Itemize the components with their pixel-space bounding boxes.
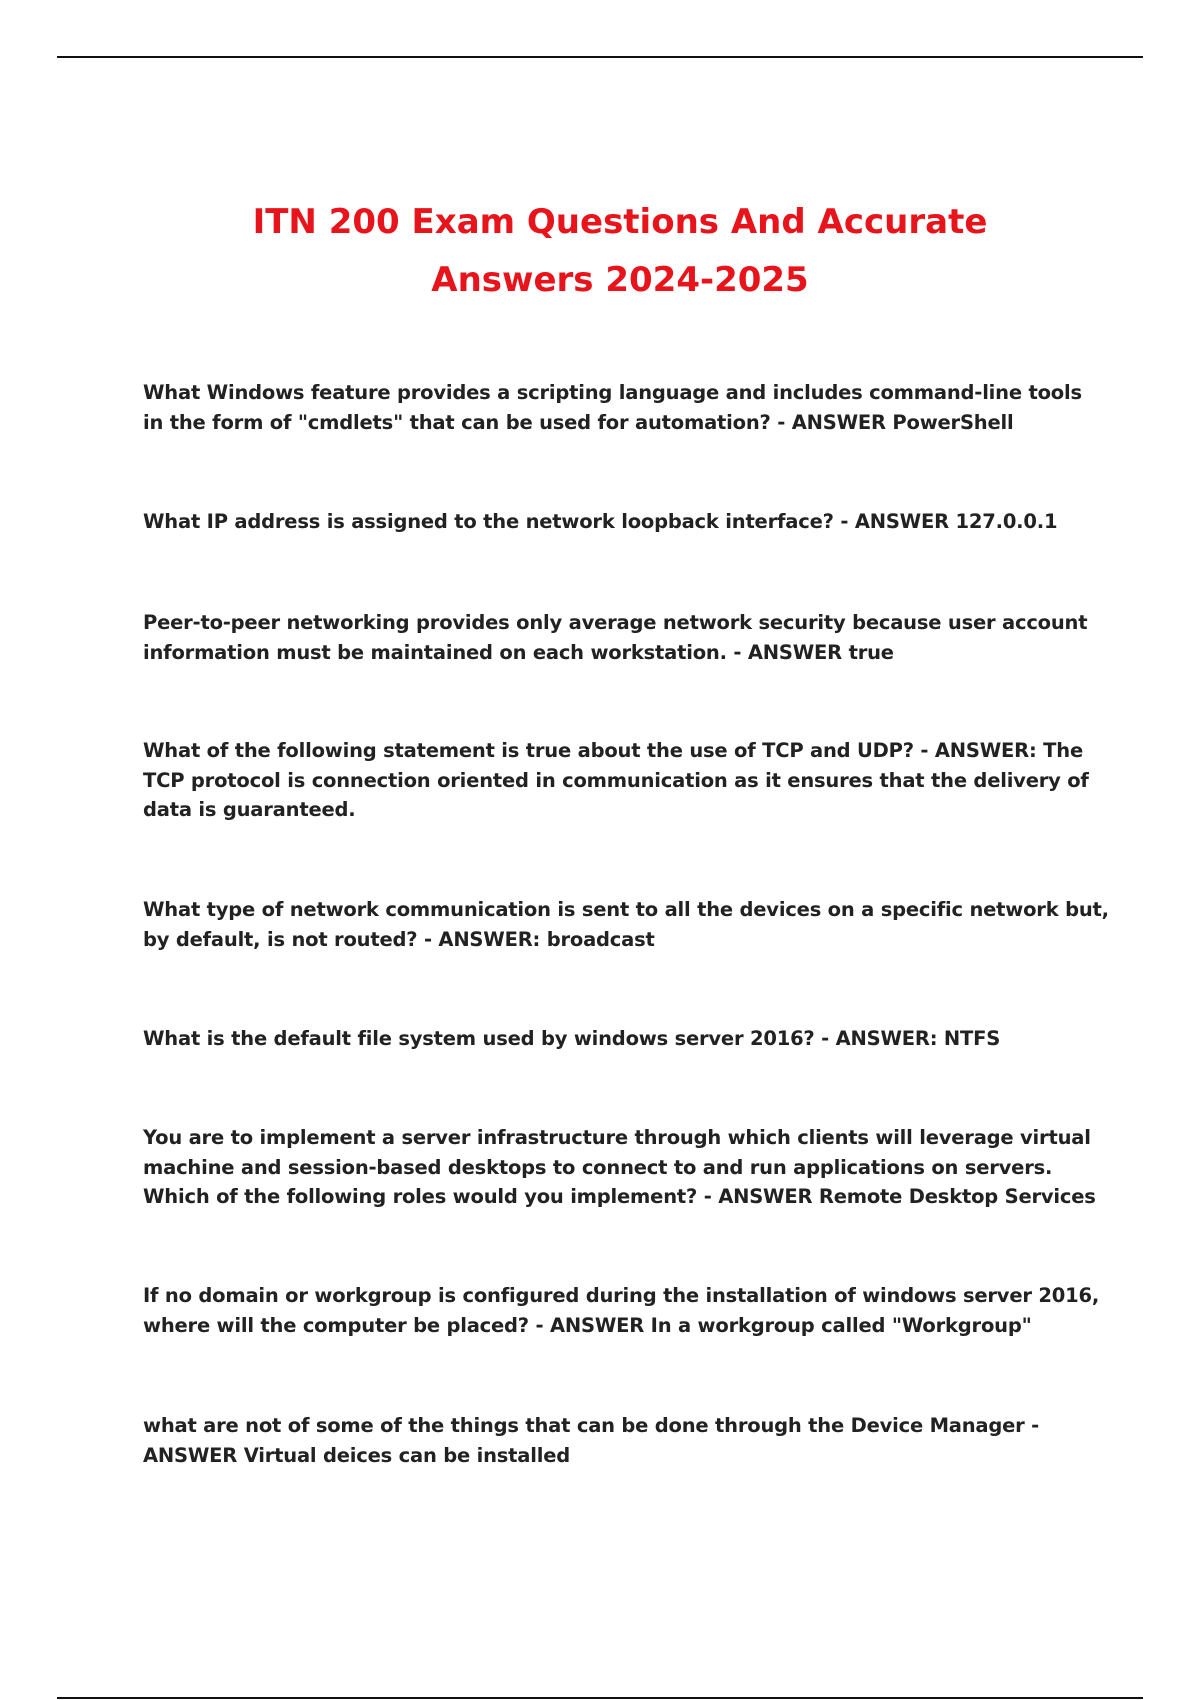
document-title: [200, 193, 1040, 309]
qa-8-line-2: where will the computer be placed? - ANSWER In a workgroup called "Workgroup": [143, 1313, 1032, 1337]
qa-item-3: [143, 608, 1098, 667]
qa-1-line-1: What Windows feature provides a scripting language and includes command-line tools: [143, 381, 1082, 404]
title-line-1: ITN 200 Exam Questions And Accurate: [252, 202, 988, 242]
qa-item-1: [143, 378, 1098, 437]
top-rule: [57, 56, 1143, 58]
qa-item-5: [143, 895, 1109, 954]
qa-2-line-1: What IP address is assigned to the network loopback interface? - ANSWER 127.0.0.1: [143, 510, 1058, 533]
qa-1-line-2: in the form of "cmdlets" that can be used for automation? - ANSWER PowerShell: [143, 410, 1014, 434]
bottom-rule: [57, 1697, 1143, 1699]
qa-4-line-3: data is guaranteed.: [143, 798, 356, 821]
qa-7-line-2: machine and session-based desktops to connect to and run applications on servers.: [143, 1155, 1053, 1179]
qa-5-line-2: by default, is not routed? - ANSWER: broadcast: [143, 927, 655, 951]
qa-item-6: [143, 1024, 1098, 1054]
qa-7-line-1: You are to implement a server infrastructure through which clients will leverage virtual: [143, 1126, 1091, 1149]
qa-9-line-1: what are not of some of the things that can be done through the Device Manager -: [143, 1414, 1040, 1437]
qa-8-line-1: If no domain or workgroup is configured during the installation of windows server 2016,: [143, 1284, 1100, 1307]
qa-3-line-2: information must be maintained on each workstation. - ANSWER true: [143, 640, 894, 664]
qa-item-8: [143, 1281, 1098, 1340]
qa-5-line-1: What type of network communication is sent to all the devices on a specific network but,: [143, 898, 1109, 921]
qa-7-line-3: Which of the following roles would you implement? - ANSWER Remote Desktop Services: [143, 1185, 1096, 1208]
qa-9-line-2: ANSWER Virtual deices can be installed: [143, 1443, 570, 1467]
qa-4-line-1: What of the following statement is true about the use of TCP and UDP? - ANSWER: The: [143, 739, 1083, 762]
title-line-2: Answers 2024-2025: [431, 260, 809, 300]
qa-3-line-1: Peer-to-peer networking provides only average network security because user account: [143, 611, 1088, 634]
qa-item-2: [143, 507, 1098, 537]
qa-item-9: [143, 1411, 1098, 1470]
qa-6-line-1: What is the default file system used by windows server 2016? - ANSWER: NTFS: [143, 1027, 1001, 1050]
qa-item-7: [143, 1123, 1098, 1212]
qa-4-line-2: TCP protocol is connection oriented in communication as it ensures that the delivery of: [143, 768, 1089, 792]
qa-item-4: [143, 736, 1098, 825]
